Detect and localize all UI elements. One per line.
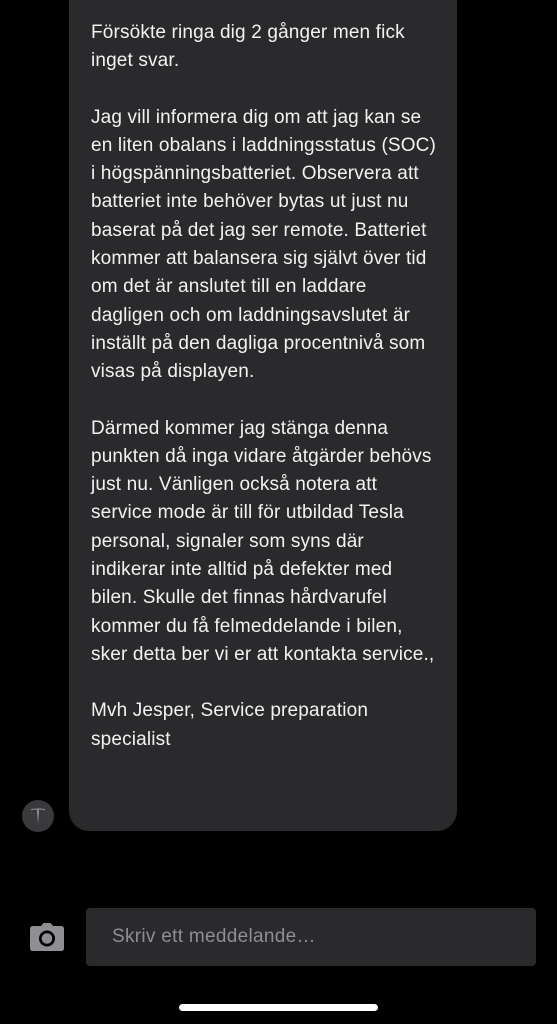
camera-button[interactable] — [27, 919, 67, 955]
message-bubble — [69, 0, 457, 831]
message-input[interactable] — [86, 908, 536, 966]
sender-avatar — [22, 800, 54, 832]
message-signature: Mvh Jesper, Service preparation specialist — [91, 700, 369, 750]
message-composer — [0, 905, 557, 969]
message-paragraph: Försökte ringa dig 2 gånger men fick inget svar. — [91, 22, 405, 72]
message-paragraph: Därmed kommer jag stänga denna punkten då inga vidare åtgärder behövs just nu. Vänligen också notera att service mode är till för utbildad Tesla personal, signaler som syns där indikerar inte alltid på defekter med bilen. Skulle det finnas hårdvarufel kommer du få felmeddelande i bilen, sker detta ber vi er att kontakta service., — [91, 417, 435, 665]
home-indicator[interactable] — [179, 1004, 378, 1011]
camera-icon — [29, 923, 65, 951]
message-paragraph: Jag vill informera dig om att jag kan se en liten obalans i laddningsstatus (SOC) i högspänningsbatteriet. Observera att batteriet inte behöver bytas ut just nu baserat på det jag ser remote. Batteriet kommer att balansera sig självt över tid om det är anslutet till en laddare dagligen och om laddningsavslutet är inställt på den dagliga procentnivå som visas på displayen. — [91, 106, 437, 383]
tesla-logo-icon — [30, 807, 46, 825]
